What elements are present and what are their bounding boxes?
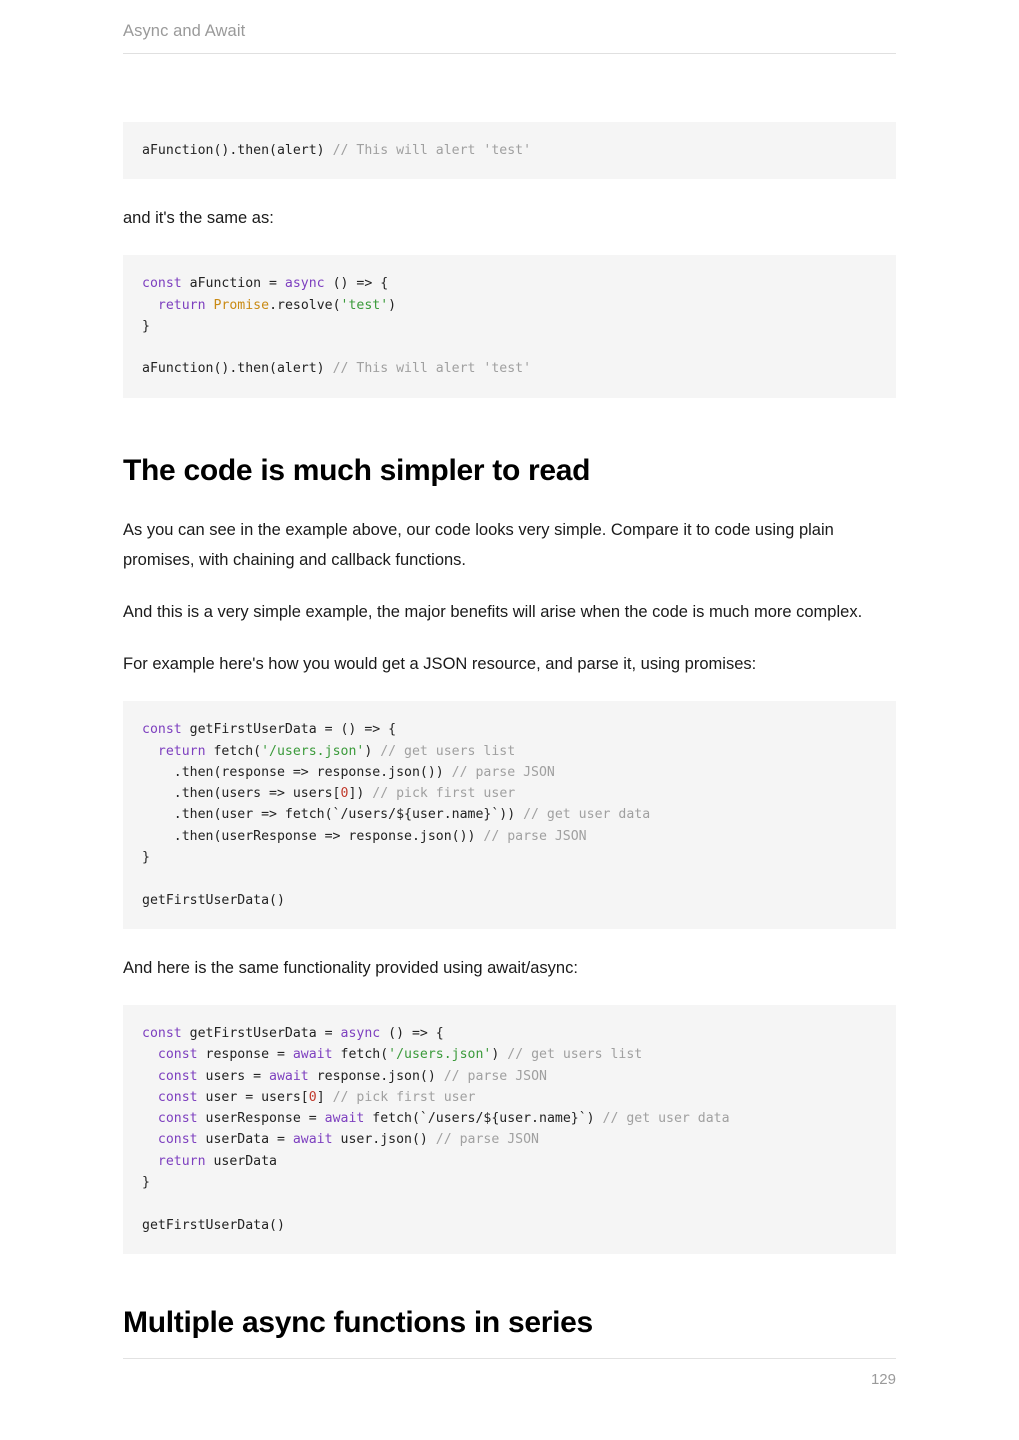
code-text: aFunction = [181,276,285,292]
code-text: () => { [380,1025,444,1041]
code-text: getFirstUserData = [181,1025,341,1041]
code-string: 'test' [340,297,389,313]
code-keyword: const [142,1132,198,1148]
code-text: fetch( [332,1047,389,1063]
code-comment: // parse JSON [443,1068,547,1084]
code-keyword: const [142,1047,198,1063]
paragraph-compare: As you can see in the example above, our code looks very simple. Compare it to code using plain promises, with chaining and callback functions. [123,521,834,570]
code-keyword: await [292,1047,333,1063]
code-keyword: return [142,297,206,313]
code-keyword: const [142,1111,198,1127]
code-keyword: await [269,1068,309,1084]
code-comment: // parse JSON [483,828,587,844]
code-keyword: return [142,743,206,759]
code-text: aFunction().then(alert) [142,361,333,377]
heading-multiple-async-series: Multiple async functions in series [123,1305,593,1339]
code-text: .then(userResponse => response.json()) [142,828,484,844]
page-footer [123,1358,896,1388]
code-text: user = users[ [197,1089,309,1105]
code-text: } [142,318,150,334]
code-comment: // parse JSON [435,1132,539,1148]
code-text: ]) [348,786,373,802]
code-keyword: const [142,722,182,738]
code-keyword: await [292,1132,333,1148]
code-number: 0 [340,786,349,802]
code-text: response.json() [308,1068,444,1084]
code-text: userData [205,1153,277,1169]
code-text: } [142,850,150,866]
code-block-4 [123,1005,896,1254]
paragraph-example-intro: For example here's how you would get a JSON resource, and parse it, using promises: [123,655,757,674]
code-text: user.json() [332,1132,436,1148]
code-text: response = [197,1047,293,1063]
code-text: getFirstUserData() [142,1217,285,1233]
page-content [123,54,896,1341]
code-text: getFirstUserData = () => { [181,722,397,738]
code-text: .then(response => response.json()) [142,764,452,780]
code-text: getFirstUserData() [142,892,285,908]
code-text: userResponse = [197,1111,325,1127]
code-text: aFunction().then(alert) [142,143,333,158]
code-keyword: await [324,1111,365,1127]
code-number: 0 [308,1089,317,1105]
code-comment: // get users list [507,1047,643,1063]
code-text: fetch( [205,743,262,759]
paragraph-benefits: And this is a very simple example, the major benefits will arise when the code is much more complex. [123,603,863,622]
code-comment: // get user data [523,807,651,823]
code-keyword: return [142,1153,206,1169]
code-text: () => { [324,276,389,292]
code-string: '/users.json' [261,743,365,759]
code-text: fetch(`/users/${user.name}`) [364,1111,603,1127]
code-comment: // parse JSON [451,764,555,780]
code-block-1 [123,122,896,179]
code-comment: // pick first user [372,786,516,802]
code-keyword: async [284,276,325,292]
code-block-3 [123,701,896,929]
code-string: '/users.json' [388,1047,492,1063]
code-block-2 [123,255,896,397]
code-keyword: const [142,1089,198,1105]
heading-code-simpler: The code is much simpler to read [123,453,591,487]
code-text: ) [364,743,381,759]
code-keyword: const [142,276,182,292]
code-text: } [142,1175,150,1191]
code-text: users = [197,1068,270,1084]
code-text: .then(users => users[ [142,786,341,802]
code-text: ] [316,1089,333,1105]
code-comment: // This will alert 'test' [332,143,532,158]
code-keyword: const [142,1068,198,1084]
code-text: .resolve( [269,297,341,313]
code-comment: // get user data [602,1111,730,1127]
paragraph-same-as: and it's the same as: [123,209,274,228]
code-keyword: async [340,1025,381,1041]
code-comment: // get users list [380,743,516,759]
code-text: userData = [197,1132,293,1148]
paragraph-await-intro: And here is the same functionality provided using await/async: [123,958,578,977]
code-text: .then(user => fetch(`/users/${user.name}`)) [142,807,524,823]
code-comment: // pick first user [332,1089,476,1105]
code-class: Promise [205,297,270,313]
code-text: ) [388,297,397,313]
page-number: 129 [870,1371,896,1388]
code-comment: // This will alert 'test' [332,361,532,377]
running-header [123,0,896,54]
running-header-title: Async and Await [123,22,246,40]
code-text: ) [491,1047,508,1063]
code-keyword: const [142,1025,182,1041]
